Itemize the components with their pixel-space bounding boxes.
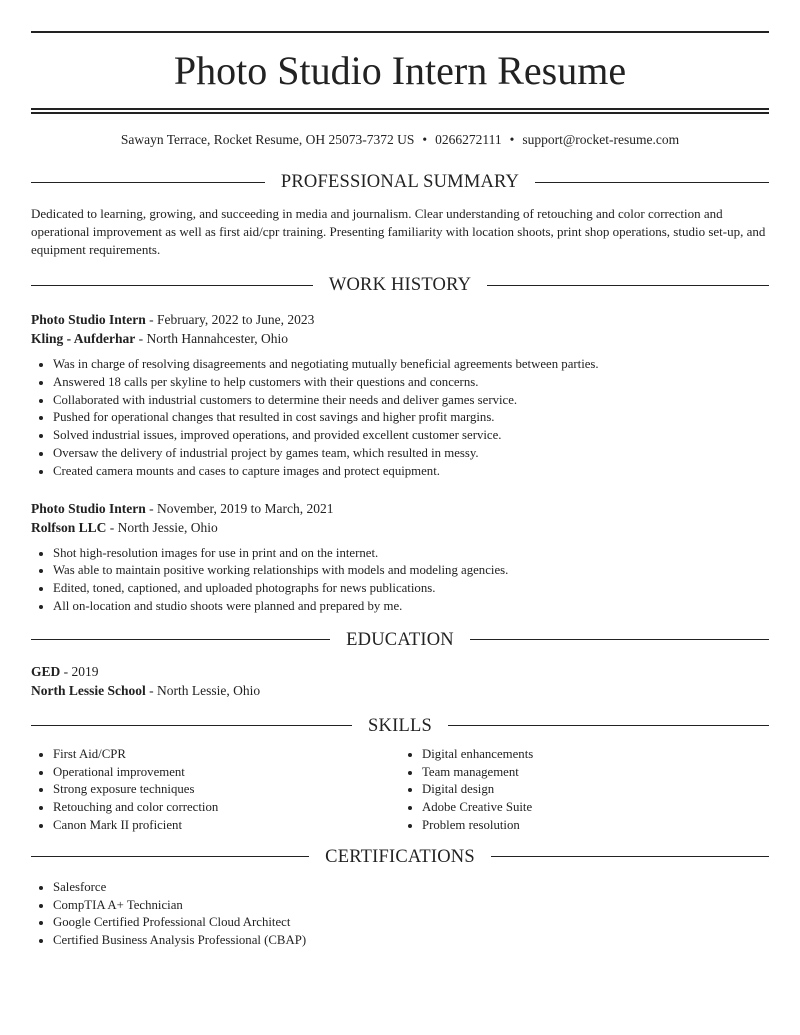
list-item: • Team management (422, 764, 769, 782)
job-title-line (31, 310, 769, 329)
top-rule (31, 31, 769, 33)
year: - 2019 (60, 663, 99, 679)
job-dates: - February, 2022 to June, 2023 (145, 312, 315, 327)
education-entry (31, 662, 769, 700)
list-item: • Google Certified Professional Cloud Architect (53, 914, 769, 932)
list-item: • CompTIA A+ Technician (53, 897, 769, 915)
list-item: • Was able to maintain positive working relationships with models and modeling agencies. (53, 562, 769, 580)
section-certifications (31, 845, 769, 869)
list-item: • First Aid/CPR (53, 746, 400, 764)
section-summary (31, 170, 769, 194)
list-item: • Certified Business Analysis Professional (CBAP) (53, 932, 769, 950)
section-heading: CERTIFICATIONS (325, 846, 475, 867)
skills-left (31, 746, 400, 835)
job-title-line (31, 499, 769, 518)
list-item: • Strong exposure techniques (53, 781, 400, 799)
list-item: • Edited, toned, captioned, and uploaded photographs for news publications. (53, 580, 769, 598)
phone: 0266272111 (435, 132, 502, 147)
section-heading: EDUCATION (346, 629, 454, 650)
separator: • (422, 132, 428, 147)
job-title: Photo Studio Intern (31, 312, 146, 327)
job-dates: - November, 2019 to March, 2021 (145, 500, 334, 516)
list-item: • Operational improvement (53, 764, 400, 782)
section-skills (31, 714, 769, 738)
section-work-history (31, 273, 769, 297)
school-line (31, 681, 769, 700)
location: - North Lessie, Ohio (145, 682, 261, 698)
job-title: Photo Studio Intern (31, 500, 146, 516)
school: North Lessie School (31, 682, 146, 698)
list-item: • Created camera mounts and cases to capture images and protect equipment. (53, 463, 769, 481)
summary-text: Dedicated to learning, growing, and succeeding in media and journalism. Clear understanding of retouching and color correction and operational improvement as well as first aid/cpr training. Presenting familiarity with location shoots, print shop operations, studio set-up, and equipment requirements. (31, 206, 766, 257)
job-entry (31, 310, 769, 481)
resume-title: Photo Studio Intern Resume (173, 48, 627, 93)
section-education (31, 628, 769, 652)
resume-page (31, 31, 769, 950)
separator: • (509, 132, 515, 147)
address: Sawayn Terrace, Rocket Resume, OH 25073-7372 US (120, 132, 415, 147)
list-item: • Retouching and color correction (53, 799, 400, 817)
list-item: • Answered 18 calls per skyline to help customers with their questions and concerns. (53, 374, 769, 392)
job-entry (31, 499, 769, 616)
skills-right (400, 746, 769, 835)
list-item: • Digital design (422, 781, 769, 799)
list-item: • Canon Mark II proficient (53, 817, 400, 835)
skills-columns (31, 738, 769, 835)
list-item: • Adobe Creative Suite (422, 799, 769, 817)
certifications-list (31, 879, 769, 950)
job-company-line (31, 329, 769, 348)
list-item: • Oversaw the delivery of industrial project by games team, which resulted in messy. (53, 445, 769, 463)
email: support@rocket-resume.com (522, 132, 680, 147)
location: - North Hannahcester, Ohio (135, 331, 289, 346)
company: Rolfson LLC (31, 519, 107, 535)
list-item: • Pushed for operational changes that resulted in cost savings and higher profit margins. (53, 409, 769, 427)
list-item: • Was in charge of resolving disagreements and negotiating mutually beneficial agreements between parties. (53, 356, 769, 374)
degree: GED (31, 663, 61, 679)
section-heading: SKILLS (368, 715, 432, 736)
degree-line (31, 662, 769, 681)
list-item: • Problem resolution (422, 817, 769, 835)
double-rule (31, 108, 769, 114)
job-bullets (31, 545, 769, 616)
list-item: • Digital enhancements (422, 746, 769, 764)
list-item: • Collaborated with industrial customers to determine their needs and deliver games service. (53, 392, 769, 410)
list-item: • Salesforce (53, 879, 769, 897)
list-item: • All on-location and studio shoots were planned and prepared by me. (53, 598, 769, 616)
section-heading: WORK HISTORY (328, 275, 472, 295)
section-heading: PROFESSIONAL SUMMARY (280, 172, 520, 192)
contact-line (31, 131, 769, 149)
job-bullets (31, 356, 769, 481)
company: Kling - Aufderhar (31, 331, 136, 346)
location: - North Jessie, Ohio (106, 519, 218, 535)
job-company-line (31, 518, 769, 537)
list-item: • Solved industrial issues, improved operations, and provided excellent customer service. (53, 427, 769, 445)
list-item: • Shot high-resolution images for use in print and on the internet. (53, 545, 769, 563)
